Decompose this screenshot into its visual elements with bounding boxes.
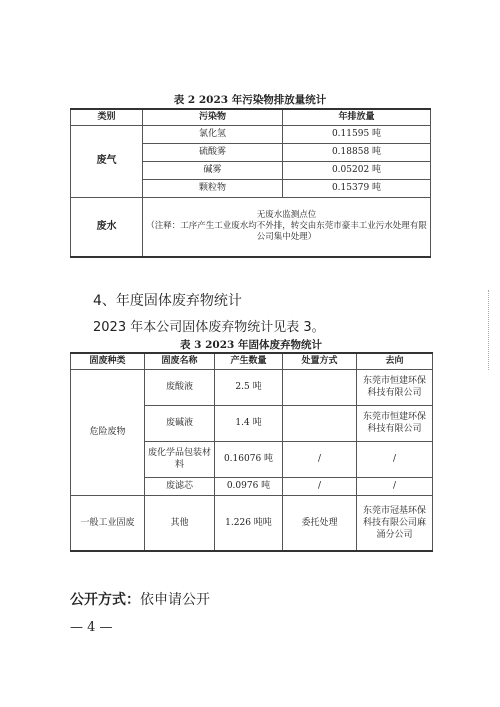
disclosure-value: 依申请公开 [140, 592, 210, 608]
table2-header-category: 类别 [71, 109, 143, 125]
table3-waste-dest: 东莞市冠基环保科技有限公司麻涌分公司 [357, 495, 433, 551]
table3-header-dest: 去向 [357, 353, 433, 369]
table2-amount-cell: 0.15379 吨 [283, 179, 431, 197]
table3-waste-qty: 1.4 吨 [215, 405, 283, 441]
table3-waste-qty: 1.226 吨吨 [215, 495, 283, 551]
table3-waste-dest: 东莞市恒建环保科技有限公司 [357, 369, 433, 405]
table3-waste-method [283, 369, 357, 405]
table3-waste-dest: 东莞市恒建环保科技有限公司 [357, 405, 433, 441]
section-intro: 2023 年本公司固体废弃物统计见表 3。 [93, 320, 325, 335]
table3-waste-method: / [283, 477, 357, 495]
table3-header-method: 处置方式 [283, 353, 357, 369]
table2-pollutant-cell: 硫酸雾 [143, 143, 283, 161]
table3-waste-method [283, 405, 357, 441]
table3-caption: 表 3 2023 年固体废弃物统计 [180, 339, 322, 351]
page-number: — 4 — [70, 620, 113, 635]
table3-waste-method: / [283, 441, 357, 477]
water-note-line1: 无废水监测点位 [256, 209, 317, 220]
disclosure-label: 公开方式： [70, 592, 140, 608]
table2-amount-cell: 0.18858 吨 [283, 143, 431, 161]
table3-waste-method: 委托处理 [283, 495, 357, 551]
table2-pollutant-cell: 氯化氢 [143, 125, 283, 143]
scan-mark [488, 290, 489, 370]
table2-pollutant-cell: 颗粒物 [143, 179, 283, 197]
table3-waste-qty: 2.5 吨 [215, 369, 283, 405]
table2-caption: 表 2 2023 年污染物排放量统计 [173, 94, 327, 106]
water-note-line2: （注释：工序产生工业废水均不外排，转交由东莞市豪丰工业污水处理有限 [146, 221, 427, 232]
table2-gas-category: 废气 [71, 125, 143, 197]
table3-waste-qty: 0.0976 吨 [215, 477, 283, 495]
table2-amount-cell: 0.11595 吨 [283, 125, 431, 143]
table3-waste-name: 其他 [145, 495, 215, 551]
table3-waste-name: 废滤芯 [145, 477, 215, 495]
table3-header-qty: 产生数量 [215, 353, 283, 369]
water-note-line3: 公司集中处理） [256, 232, 317, 243]
table3-waste-name: 废碱液 [145, 405, 215, 441]
table3-waste-dest: / [357, 441, 433, 477]
table3-header-type: 固废种类 [71, 353, 145, 369]
table3-waste-dest: / [357, 477, 433, 495]
table2-header-pollutant: 污染物 [143, 109, 283, 125]
table3-waste-qty: 0.16076 吨 [215, 441, 283, 477]
disclosure-line [70, 589, 210, 609]
emissions-table [70, 108, 431, 258]
table2-water-note [143, 197, 431, 257]
table3-waste-name: 废化学品包装材料 [145, 441, 215, 477]
table2-pollutant-cell: 碱雾 [143, 161, 283, 179]
table3-hazardous-category: 危险废物 [71, 369, 145, 495]
table3-header-name: 固废名称 [145, 353, 215, 369]
solid-waste-table [70, 352, 433, 552]
table2-water-category: 废水 [71, 197, 143, 257]
table2-amount-cell: 0.05202 吨 [283, 161, 431, 179]
table3-waste-name: 废酸液 [145, 369, 215, 405]
table3-general-category: 一般工业固废 [71, 495, 145, 551]
table2-header-amount: 年排放量 [283, 109, 431, 125]
section-heading: 4、年度固体废弃物统计 [93, 293, 242, 309]
